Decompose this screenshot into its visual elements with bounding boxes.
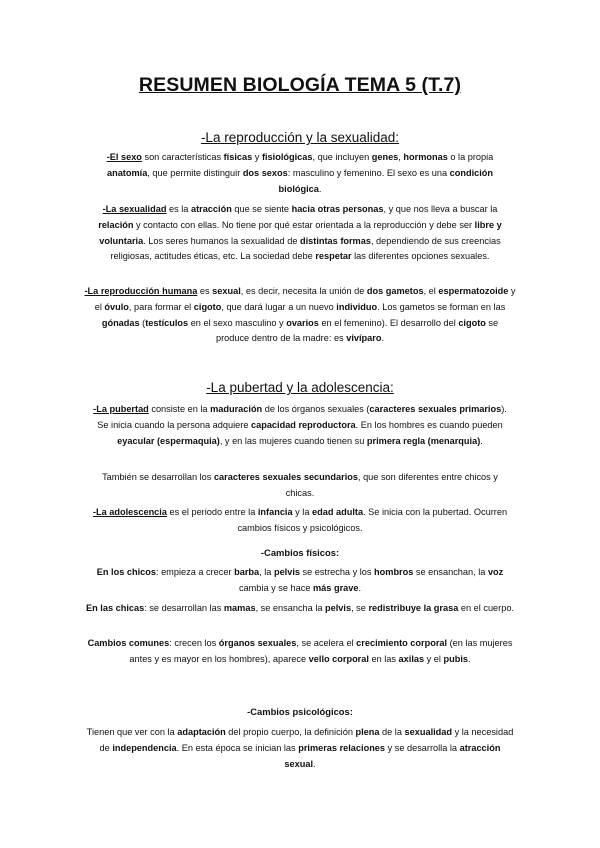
paragraph-reproduccion: -La reproducción humana es sexual, es decir, necesita la unión de dos gametos, el espermatozoide y el óvulo, para formar el cigoto, que dará lugar a un nuevo individuo. Los gametos se forman en las gónadas (testículos en el sexo masculino y ovarios en el femenino). El desarrollo del cigoto se produce dentro de la madre: es vivíparo. <box>84 286 516 344</box>
section-heading-puberty: -La pubertad y la adolescencia: <box>206 380 394 395</box>
subheading-physical-changes: -Cambios físicos: <box>260 547 340 558</box>
paragraph-comunes: Cambios comunes: crecen los órganos sexuales, se acelera el crecimiento corporal (en las mujeres antes y es mayor en los hombres), aparece vello corporal en las axilas y el pubis. <box>87 638 513 664</box>
subheading-psychological-changes: -Cambios psicológicos: <box>247 706 353 717</box>
paragraph-adolescencia: -La adolescencia es el periodo entre la infancia y la edad adulta. Se inicia con la pubertad. Ocurren cambios físicos y psicológicos. <box>92 507 508 533</box>
paragraph-psicologicos: Tienen que ver con la adaptación del propio cuerpo, la definición plena de la sexualidad y la necesidad de independencia. En esta época se inician las primeras relaciones y se desarrolla la atracción sexual. <box>86 727 514 769</box>
paragraph-pubertad: -La pubertad consiste en la maduración de los órganos sexuales (caracteres sexuales primarios). Se inicia cuando la persona adquiere capacidad reproductora. En los hombres es cuando pueden eyacular (espermaquia), y en las mujeres cuando tienen su primera regla (menarquia). <box>93 404 507 446</box>
paragraph-chicas: En las chicas: se desarrollan las mamas, se ensancha la pelvis, se redistribuye la grasa en el cuerpo. <box>85 603 515 614</box>
section-heading-reproduction: -La reproducción y la sexualidad: <box>200 130 400 145</box>
paragraph-sexualidad: -La sexualidad es la atracción que se siente hacia otras personas, y que nos lleva a buscar la relación y contacto con ellas. No tiene por qué estar orientada a la reproducción y debe ser libre y voluntaria. Los seres humanos la sexualidad de distintas formas, dependiendo de sus creencias religiosas, actitudes éticas, etc. La sociedad debe respetar las diferentes opciones sexuales. <box>98 204 502 262</box>
paragraph-chicos: En los chicos: empieza a crecer barba, la pelvis se estrecha y los hombros se ensanchan, la voz cambia y se hace más grave. <box>96 567 504 593</box>
page-title: RESUMEN BIOLOGÍA TEMA 5 (T.7) <box>138 74 462 96</box>
paragraph-secundarios: También se desarrollan los caracteres sexuales secundarios, que son diferentes entre chicos y chicas. <box>102 472 498 498</box>
paragraph-sexo: -El sexo son características físicas y fisiológicas, que incluyen genes, hormonas o la propia anatomía, que permite distinguir dos sexos: masculino y femenino. El sexo es una condición biológica. <box>106 152 494 194</box>
